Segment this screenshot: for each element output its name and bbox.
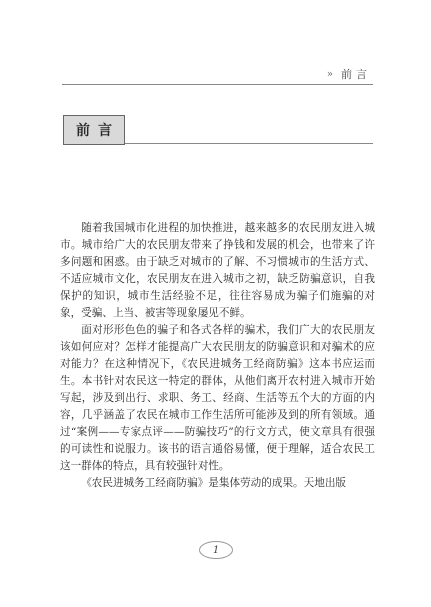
- title-divider: [125, 143, 373, 144]
- paragraph: 面对形形色色的骗子和各式各样的骗术，我们广大的农民朋友该如何应对？怎样才能提高广大农民朋友的防骗意识和对骗术的应对能力？在这种情况下，《农民进城务工经商防骗》这本书应运而生。本书针对农民这一特定的群体，从他们离开农村进入城市开始写起，涉及到出行、求职、务工、经商、生活等五个大的方面的内容，几乎涵盖了农民在城市工作生活所可能涉及到的所有领域。通过“案例——专家点评——防骗技巧”的行文方式，使文章具有很强的可读性和说服力。该书的语言通俗易懂，便于理解，适合农民工这一群体的特点，具有较强针对性。: [60, 324, 375, 472]
- double-chevron-icon: »: [326, 68, 333, 80]
- paragraph: 随着我国城市化进程的加快推进，越来越多的农民朋友进入城市。城市给广大的农民朋友带来了挣钱和发展的机会，也带来了许多问题和困惑。由于缺乏对城市的了解、不习惯城市的生活方式、不适应城市文化，农民朋友在进入城市之初，缺乏防骗意识，自我保护的知识，城市生活经验不足，往往容易成为骗子们施骗的对象，受骗、上当、被害等现象屡见不鲜。: [60, 222, 375, 319]
- running-header: [327, 66, 371, 82]
- paragraph: 《农民进城务工经商防骗》是集体劳动的成果。天地出版: [81, 477, 347, 489]
- chapter-title: 前言: [63, 115, 125, 145]
- running-header-section: 前言: [341, 68, 371, 81]
- preface-body: [60, 220, 375, 492]
- header-divider: [62, 84, 373, 85]
- page-number: 1: [199, 541, 233, 559]
